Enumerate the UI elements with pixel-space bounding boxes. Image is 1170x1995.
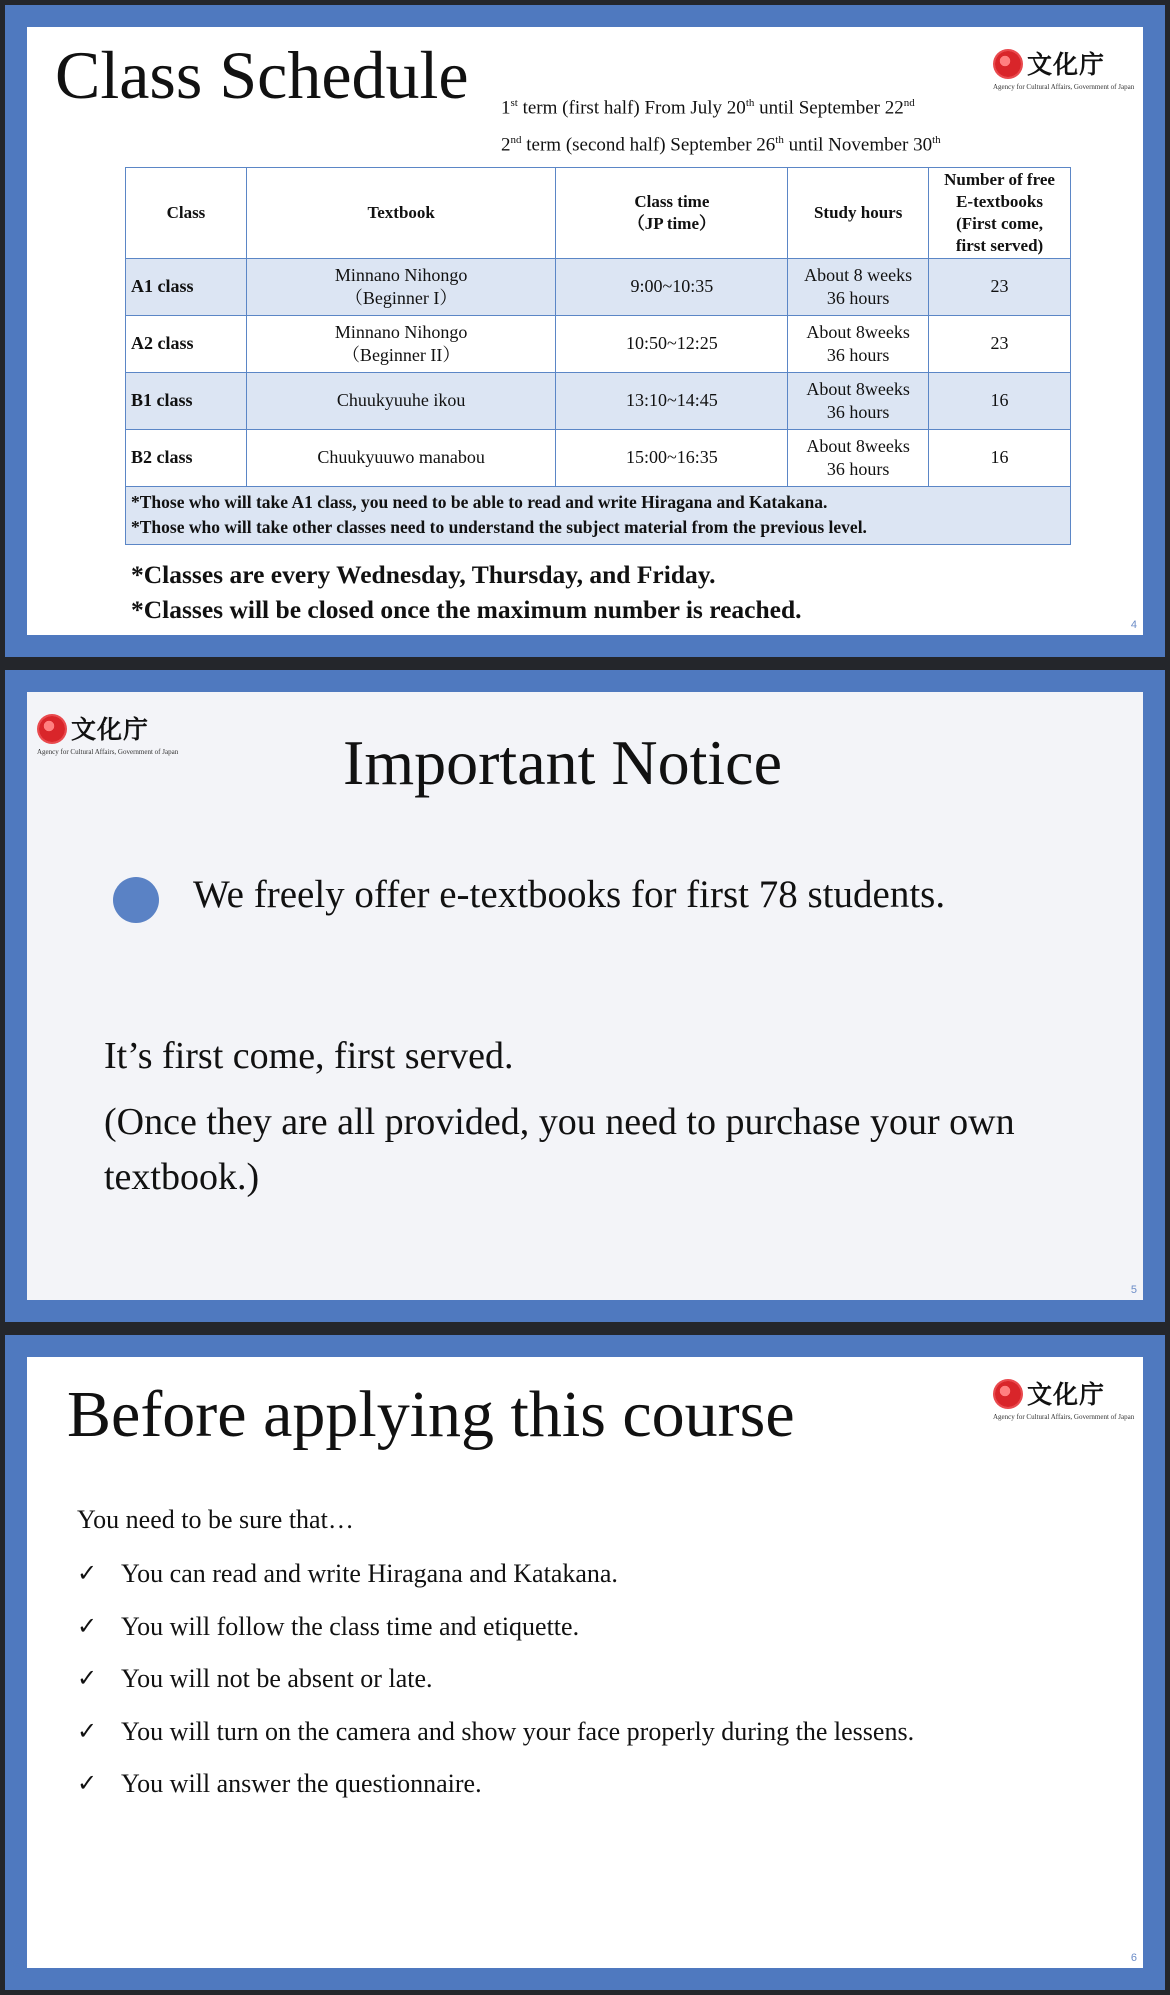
class-name: A2 class [126, 316, 247, 373]
list-item: ✓ You will not be absent or late. [77, 1664, 433, 1693]
table-header-row [126, 168, 1071, 259]
list-item: ✓ You can read and write Hiragana and Katakana. [77, 1559, 618, 1588]
table-row [126, 373, 1071, 430]
table-row [126, 316, 1071, 373]
slide-important-notice [5, 670, 1165, 1322]
table-notes: *Those who will take A1 class, you need to be able to read and write Hiragana and Katakana. *Those who will take other classes need to understand the subject material from the previous level. [126, 487, 1071, 545]
col-header-class-time: Class time （JP time） [556, 168, 788, 259]
class-time-cell: 9:00~10:35 [556, 259, 788, 316]
notice-purchase: (Once they are all provided, you need to purchase your own textbook.) [104, 1101, 1015, 1199]
checkmark-icon: ✓ [77, 1716, 98, 1745]
textbook-cell: Minnano Nihongo （Beginner II） [246, 316, 556, 373]
list-item: ✓ You will turn on the camera and show your face properly during the lessens. [77, 1716, 915, 1746]
slide-body [27, 27, 1143, 635]
textbook-cell: Chuukyuuhe ikou [246, 373, 556, 430]
page-title: Class Schedule [55, 37, 469, 113]
schedule-table [125, 167, 1071, 545]
free-etextbooks-cell: 16 [929, 373, 1071, 430]
col-header-class: Class [126, 168, 247, 259]
agency-logo [993, 1377, 1143, 1441]
col-header-free-etextbooks: Number of free E-textbooks (First come, first served) [929, 168, 1071, 259]
class-name: B1 class [126, 373, 247, 430]
bullet-dot-icon [113, 877, 159, 923]
logo-subtitle: Agency for Cultural Affairs, Government of Japan [37, 748, 179, 756]
study-hours-cell: About 8weeks 36 hours [788, 373, 929, 430]
table-notes-row [126, 487, 1071, 545]
textbook-cell: Minnano Nihongo （Beginner I） [246, 259, 556, 316]
logo-mark: 文化庁 [1027, 50, 1106, 79]
page-title: Important Notice [343, 727, 782, 798]
class-time-cell: 13:10~14:45 [556, 373, 788, 430]
free-etextbooks-cell: 23 [929, 316, 1071, 373]
study-hours-cell: About 8 weeks 36 hours [788, 259, 929, 316]
checkmark-icon: ✓ [77, 1559, 98, 1587]
list-item: ✓ You will follow the class time and etiquette. [77, 1611, 580, 1641]
schedule-note-capacity: *Classes will be closed once the maximum number is reached. [131, 595, 802, 624]
requirements-intro: You need to be sure that… [77, 1505, 354, 1534]
term-1-dates: 1st term (first half) From July 20th until September 22nd [501, 97, 915, 119]
textbook-cell: Chuukyuuwo manabou [246, 430, 556, 487]
page-number: 4 [1130, 619, 1137, 631]
free-etextbooks-cell: 16 [929, 430, 1071, 487]
schedule-note-days: *Classes are every Wednesday, Thursday, and Friday. [131, 560, 716, 589]
checkmark-icon: ✓ [77, 1769, 98, 1797]
slide-before-applying [5, 1335, 1165, 1990]
free-etextbooks-cell: 23 [929, 259, 1071, 316]
page-number: 5 [1130, 1284, 1137, 1296]
study-hours-cell: About 8weeks 36 hours [788, 316, 929, 373]
logo-mark: 文化庁 [71, 715, 150, 744]
page-title: Before applying this course [67, 1378, 795, 1451]
logo-subtitle: Agency for Cultural Affairs, Government of Japan [993, 83, 1135, 91]
class-time-cell: 10:50~12:25 [556, 316, 788, 373]
requirements-list [77, 1559, 914, 1822]
class-time-cell: 15:00~16:35 [556, 430, 788, 487]
page-number: 6 [1130, 1952, 1137, 1964]
list-item: ✓ You will answer the questionnaire. [77, 1769, 482, 1798]
checkmark-icon: ✓ [77, 1611, 98, 1640]
agency-logo [37, 712, 187, 776]
class-name: B2 class [126, 430, 247, 487]
checkmark-icon: ✓ [77, 1664, 98, 1692]
logo-subtitle: Agency for Cultural Affairs, Government of Japan [993, 1413, 1135, 1421]
slide-body [27, 1357, 1143, 1968]
table-row [126, 259, 1071, 316]
logo-seal-icon [993, 49, 1023, 79]
study-hours-cell: About 8weeks 36 hours [788, 430, 929, 487]
slide-class-schedule [5, 5, 1165, 657]
agency-logo [993, 47, 1143, 111]
notice-first-come: It’s first come, first served. [104, 1035, 514, 1077]
col-header-textbook: Textbook [246, 168, 556, 259]
notice-offer: We freely offer e-textbooks for first 78 students. [193, 873, 946, 916]
term-2-dates: 2nd term (second half) September 26th until November 30th [501, 134, 941, 156]
logo-mark: 文化庁 [1027, 1380, 1106, 1409]
logo-seal-icon [37, 714, 67, 744]
slide-body [27, 692, 1143, 1300]
logo-seal-icon [993, 1379, 1023, 1409]
col-header-study-hours: Study hours [788, 168, 929, 259]
class-name: A1 class [126, 259, 247, 316]
table-row [126, 430, 1071, 487]
